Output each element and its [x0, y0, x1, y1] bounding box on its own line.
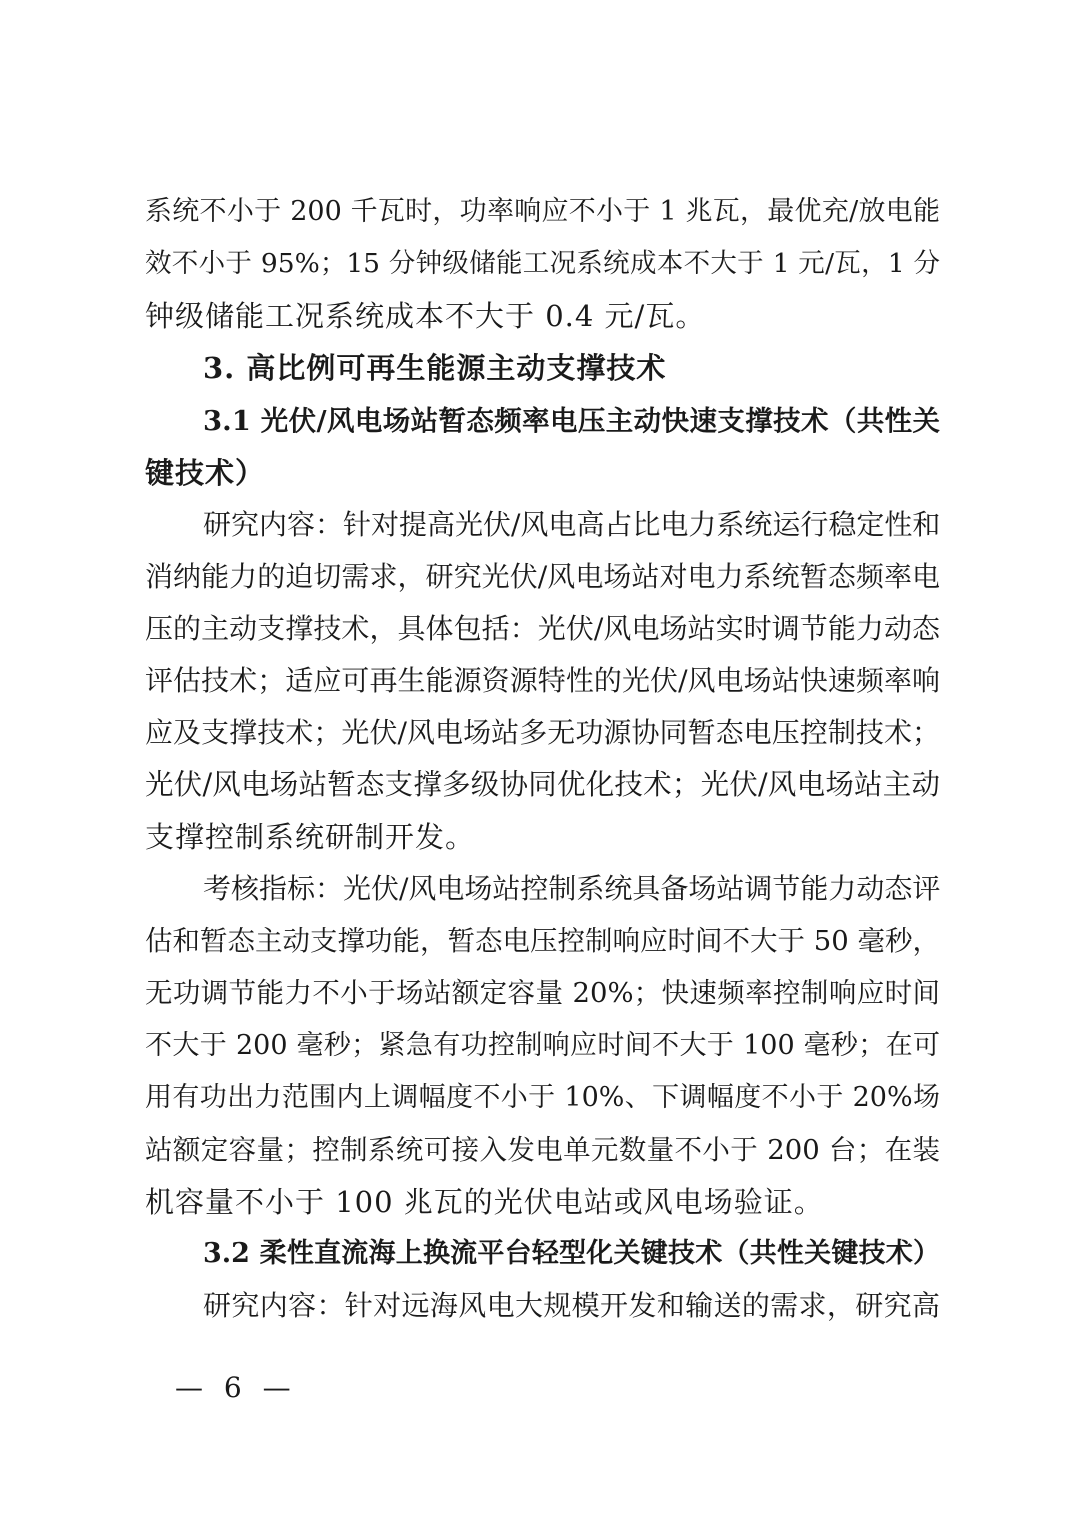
subsection-heading: 3.2 柔性直流海上换流平台轻型化关键技术（共性关键技术） — [203, 1238, 940, 1269]
assessment-line: 考核指标：光伏/风电场站控制系统具备场站调节能力动态评 — [203, 872, 941, 905]
assessment-line: 不大于 200 毫秒；紧急有功控制响应时间不大于 100 毫秒；在可 — [145, 1030, 940, 1061]
research-content-line: 研究内容：针对提高光伏/风电高占比电力系统运行稳定性和 — [203, 508, 941, 541]
research-content-line: 应及支撑技术；光伏/风电场站多无功源协同暂态电压控制技术； — [145, 716, 940, 749]
assessment-line: 无功调节能力不小于场站额定容量 20%；快速频率控制响应时间 — [145, 977, 940, 1009]
research-content-line: 消纳能力的迫切需求，研究光伏/风电场站对电力系统暂态频率电 — [145, 560, 940, 593]
body-line: 系统不小于 200 千瓦时，功率响应不小于 1 兆瓦，最优充/放电能 — [145, 196, 940, 227]
subsection-heading-continued: 键技术） — [145, 456, 266, 490]
research-content-line: 压的主动支撑技术，具体包括：光伏/风电场站实时调节能力动态 — [145, 612, 940, 645]
assessment-line: 用有功出力范围内上调幅度不小于 10%、下调幅度不小于 20%场 — [145, 1082, 940, 1113]
assessment-line: 机容量不小于 100 兆瓦的光伏电站或风电场验证。 — [145, 1185, 824, 1219]
assessment-line: 站额定容量；控制系统可接入发电单元数量不小于 200 台；在装 — [145, 1134, 940, 1166]
research-content-line: 支撑控制系统研制开发。 — [145, 820, 476, 854]
assessment-line: 估和暂态主动支撑功能，暂态电压控制响应时间不大于 50 毫秒， — [145, 925, 940, 957]
research-content-line: 评估技术；适应可再生能源资源特性的光伏/风电场站快速频率响 — [145, 664, 940, 697]
section-heading: 3. 高比例可再生能源主动支撑技术 — [203, 351, 667, 385]
subsection-heading: 3.1 光伏/风电场站暂态频率电压主动快速支撑技术（共性关 — [203, 405, 940, 437]
research-content-line: 研究内容：针对远海风电大规模开发和输送的需求，研究高 — [203, 1289, 940, 1322]
body-line: 钟级储能工况系统成本不大于 0.4 元/瓦。 — [145, 299, 706, 333]
research-content-line: 光伏/风电场站暂态支撑多级协同优化技术；光伏/风电场站主动 — [145, 768, 940, 801]
body-line: 效不小于 95%；15 分钟级储能工况系统成本不大于 1 元/瓦，1 分 — [145, 248, 940, 279]
page-number: — 6 — — [175, 1371, 297, 1404]
